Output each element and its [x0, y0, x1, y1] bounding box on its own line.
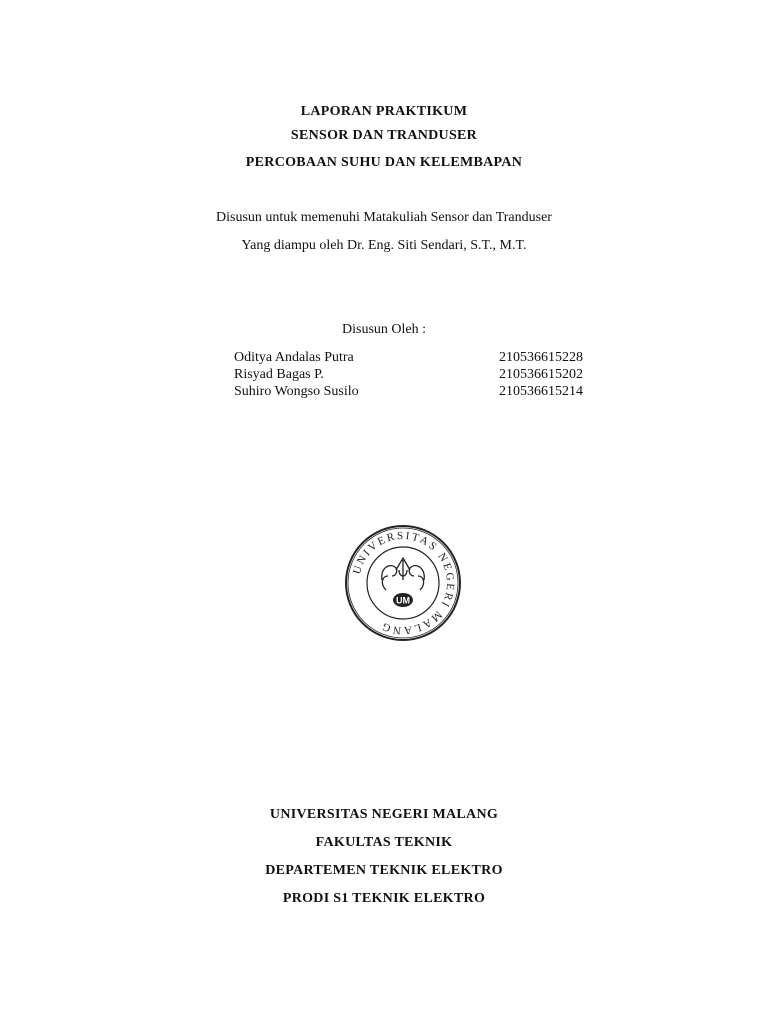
university-seal-icon — [344, 524, 462, 642]
program-name: PRODI S1 TEKNIK ELEKTRO — [282, 891, 486, 906]
purpose-line: Disusun untuk memenuhi Matakuliah Sensor dan Tranduser — [216, 210, 552, 225]
author-row — [234, 384, 594, 402]
authors-heading: Disusun Oleh : — [342, 322, 426, 337]
monogram-badge — [393, 593, 413, 607]
report-title: LAPORAN PRAKTIKUM — [300, 104, 468, 119]
experiment-title: PERCOBAAN SUHU DAN KELEMBAPAN — [245, 155, 523, 170]
faculty-name: FAKULTAS TEKNIK — [315, 835, 453, 850]
author-id: 210536615202 — [499, 367, 583, 382]
author-name: Risyad Bagas P. — [234, 367, 324, 382]
author-id: 210536615214 — [499, 384, 583, 399]
seal-ring-text: UNIVERSITAS NEGERI MALANG — [350, 529, 457, 637]
author-name: Suhiro Wongso Susilo — [234, 384, 359, 399]
author-row — [234, 350, 594, 368]
author-id: 210536615228 — [499, 350, 583, 365]
lecturer-line: Yang diampu oleh Dr. Eng. Siti Sendari, S.T., M.T. — [241, 238, 527, 253]
author-name: Oditya Andalas Putra — [234, 350, 354, 365]
department-name: DEPARTEMEN TEKNIK ELEKTRO — [265, 863, 503, 878]
emblem-mark — [382, 558, 425, 590]
author-row — [234, 367, 594, 385]
seal-monogram: UM — [396, 595, 410, 606]
university-name: UNIVERSITAS NEGERI MALANG — [269, 807, 499, 822]
course-title: SENSOR DAN TRANDUSER — [290, 128, 478, 143]
